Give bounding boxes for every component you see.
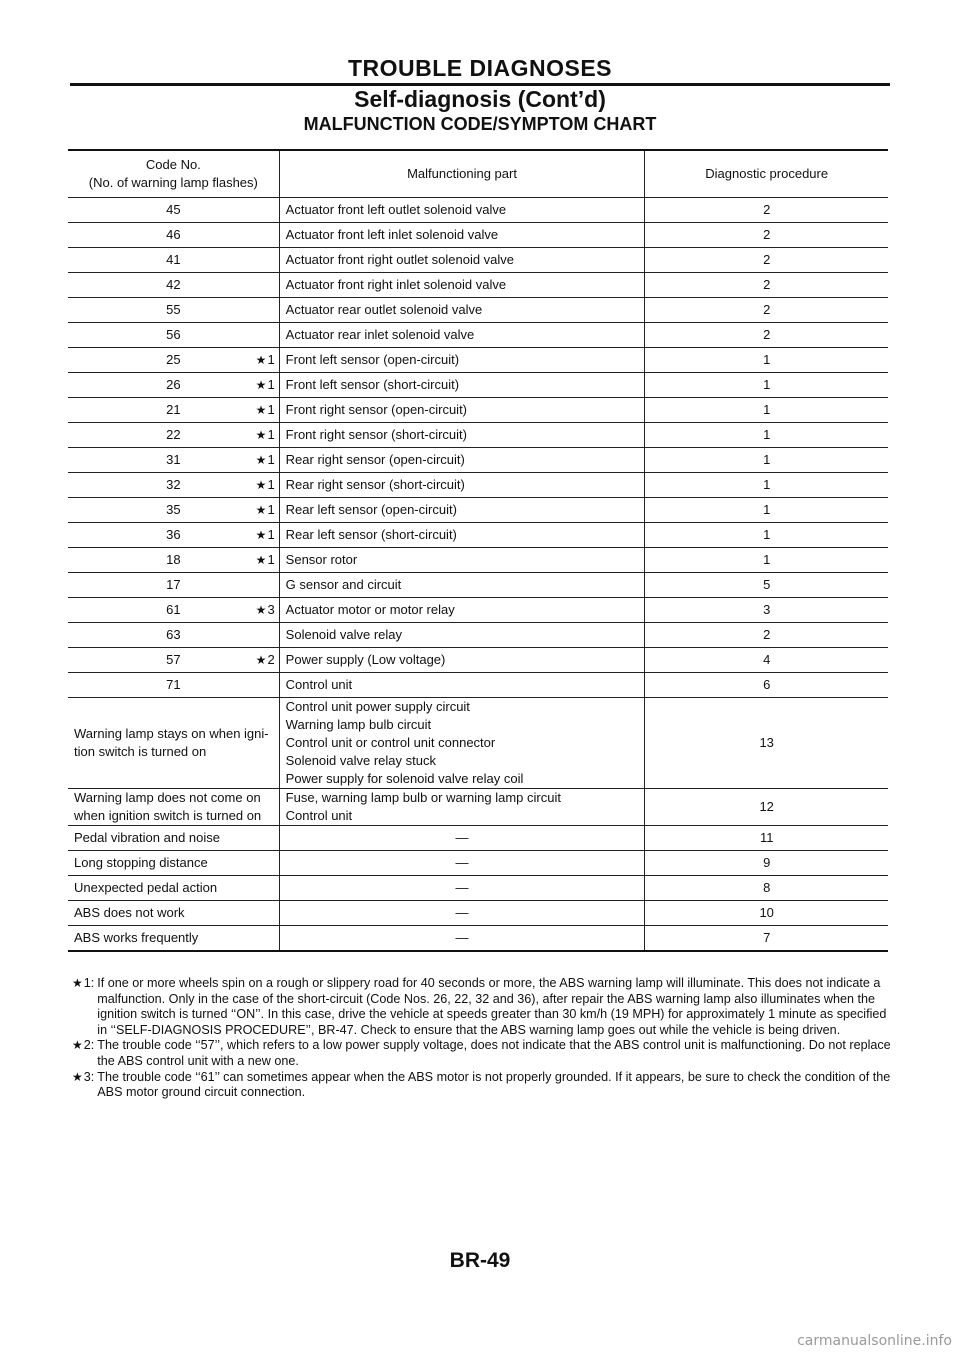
star-note-ref: [256, 523, 275, 547]
part-cell: —: [279, 876, 645, 901]
table-row: [68, 648, 888, 673]
part-cell: Actuator front right inlet solenoid valve: [279, 273, 645, 298]
code-number: 56: [166, 327, 181, 342]
footnote-label: [72, 1070, 94, 1101]
part-cell: Control unit: [279, 673, 645, 698]
symptom-line: tion switch is turned on: [74, 744, 207, 759]
star-icon: ★: [255, 428, 267, 442]
table-row: [68, 598, 888, 623]
code-cell: [68, 198, 279, 223]
symptom-line: Warning lamp does not come on: [74, 790, 261, 805]
table-row: [68, 851, 888, 876]
code-cell: [68, 373, 279, 398]
procedure-cell: 8: [645, 876, 888, 901]
table-row: [68, 448, 888, 473]
procedure-cell: 6: [645, 673, 888, 698]
procedure-cell: 1: [645, 373, 888, 398]
code-number: 35: [166, 502, 181, 517]
code-cell: [68, 648, 279, 673]
code-cell: [68, 598, 279, 623]
procedure-cell: 1: [645, 548, 888, 573]
star-number: 1: [267, 377, 275, 392]
code-cell: [68, 223, 279, 248]
procedure-cell: 10: [645, 901, 888, 926]
star-icon: ★: [255, 453, 267, 467]
procedure-cell: 7: [645, 926, 888, 952]
code-number: 22: [166, 427, 181, 442]
star-number: 1: [267, 427, 275, 442]
part-cell: Solenoid valve relay: [279, 623, 645, 648]
symptom-cell: Pedal vibration and noise: [68, 826, 279, 851]
table-row: [68, 623, 888, 648]
star-note-ref: [256, 648, 275, 672]
code-number: 31: [166, 452, 181, 467]
star-icon: ★: [255, 653, 267, 667]
code-cell: [68, 298, 279, 323]
symptom-cell: Long stopping distance: [68, 851, 279, 876]
table-row: [68, 789, 888, 826]
table-row: [68, 223, 888, 248]
procedure-cell: 2: [645, 223, 888, 248]
footnote-text: If one or more wheels spin on a rough or slippery road for 40 seconds or more, the ABS warning lamp will illuminate. This does not indicate a malfunction. Only in the case of the short-circuit (Code Nos. 26, 22, 32 and 36), after repair the ABS warning lamp also illuminates when the ignition switch is turned ‘‘ON’’. In this case, drive the vehicle at speeds greater than 30 km/h (19 MPH) for approximately 1 minute as specified in ‘‘SELF-DIAGNOSIS PROCEDURE’’, BR-47. Check to ensure that the ABS warning lamp goes out while the vehicle is being driven.: [97, 976, 887, 1037]
procedure-cell: 5: [645, 573, 888, 598]
footnote: [72, 1038, 894, 1069]
part-cell: Sensor rotor: [279, 548, 645, 573]
procedure-cell: 2: [645, 623, 888, 648]
star-note-ref: [256, 473, 275, 497]
table-row: [68, 498, 888, 523]
star-number: 1: [267, 352, 275, 367]
column-header-code-line1: Code No.: [145, 157, 201, 172]
table-row: [68, 901, 888, 926]
procedure-cell: 1: [645, 348, 888, 373]
part-cell: [279, 789, 645, 826]
code-cell: [68, 498, 279, 523]
code-cell: [68, 248, 279, 273]
part-cell: Actuator rear inlet solenoid valve: [279, 323, 645, 348]
code-number: 63: [166, 627, 181, 642]
footnote-number: 1:: [83, 976, 95, 990]
code-number: 57: [166, 652, 181, 667]
procedure-cell: 1: [645, 423, 888, 448]
symptom-cell: ABS works frequently: [68, 926, 279, 952]
code-cell: [68, 523, 279, 548]
part-cell: Actuator front left outlet solenoid valve: [279, 198, 645, 223]
part-cell: —: [279, 851, 645, 876]
code-cell: [68, 423, 279, 448]
table-row: [68, 373, 888, 398]
code-cell: [68, 273, 279, 298]
table-row: [68, 198, 888, 223]
star-icon: ★: [255, 403, 267, 417]
star-icon: ★: [255, 353, 267, 367]
procedure-cell: 13: [645, 698, 888, 789]
star-icon: ★: [255, 528, 267, 542]
star-icon: ★: [255, 603, 267, 617]
table-header-row: [68, 150, 888, 198]
code-cell: [68, 548, 279, 573]
procedure-cell: 1: [645, 398, 888, 423]
symptom-line: Warning lamp stays on when igni-: [74, 726, 269, 741]
footnote-text: The trouble code ‘‘61’’ can sometimes appear when the ABS motor is not properly grounded. If it appears, be sure to check the condition of the ABS motor ground circuit connection.: [97, 1069, 891, 1100]
code-number: 71: [166, 677, 181, 692]
star-number: 3: [267, 602, 275, 617]
malfunction-code-table: [68, 149, 888, 952]
part-cell: Actuator motor or motor relay: [279, 598, 645, 623]
symptom-line: when ignition switch is turned on: [74, 808, 262, 823]
star-number: 1: [267, 502, 275, 517]
column-header-code: [68, 150, 279, 198]
part-cell: —: [279, 901, 645, 926]
code-number: 17: [166, 577, 181, 592]
part-cell: —: [279, 826, 645, 851]
code-number: 18: [166, 552, 181, 567]
star-note-ref: [256, 348, 275, 372]
star-icon: ★: [255, 553, 267, 567]
table-row: [68, 248, 888, 273]
symptom-cell: [68, 789, 279, 826]
code-cell: [68, 673, 279, 698]
star-icon: ★: [72, 1038, 83, 1053]
star-icon: ★: [255, 503, 267, 517]
part-cell: Actuator front right outlet solenoid valve: [279, 248, 645, 273]
code-number: 36: [166, 527, 181, 542]
star-number: 1: [267, 452, 275, 467]
star-number: 1: [267, 552, 275, 567]
code-cell: [68, 448, 279, 473]
code-number: 32: [166, 477, 181, 492]
part-line: Control unit: [285, 808, 353, 823]
star-number: 2: [267, 652, 275, 667]
part-cell: Front left sensor (short-circuit): [279, 373, 645, 398]
table-row: [68, 926, 888, 952]
procedure-cell: 2: [645, 248, 888, 273]
code-number: 46: [166, 227, 181, 242]
part-cell: Rear left sensor (short-circuit): [279, 523, 645, 548]
code-cell: [68, 623, 279, 648]
code-number: 26: [166, 377, 181, 392]
code-number: 21: [166, 402, 181, 417]
procedure-cell: 4: [645, 648, 888, 673]
procedure-cell: 3: [645, 598, 888, 623]
part-cell: Power supply (Low voltage): [279, 648, 645, 673]
footnote: [72, 976, 894, 1038]
star-icon: ★: [255, 378, 267, 392]
table-row: [68, 523, 888, 548]
part-cell: Rear right sensor (short-circuit): [279, 473, 645, 498]
table-row: [68, 398, 888, 423]
part-line: Solenoid valve relay stuck: [285, 753, 436, 768]
footnote-label: [72, 1038, 94, 1069]
star-note-ref: [256, 373, 275, 397]
part-line: Power supply for solenoid valve relay coil: [285, 771, 524, 786]
footnote: [72, 1070, 894, 1101]
footnote-label: [72, 976, 94, 1038]
procedure-cell: 2: [645, 298, 888, 323]
table-row: [68, 273, 888, 298]
part-line: Control unit or control unit connector: [285, 735, 496, 750]
table-row: [68, 323, 888, 348]
procedure-cell: 11: [645, 826, 888, 851]
part-cell: Front left sensor (open-circuit): [279, 348, 645, 373]
column-header-procedure: Diagnostic procedure: [645, 150, 888, 198]
procedure-cell: 1: [645, 498, 888, 523]
procedure-cell: 12: [645, 789, 888, 826]
part-line: Fuse, warning lamp bulb or warning lamp circuit: [285, 790, 561, 805]
part-cell: Actuator rear outlet solenoid valve: [279, 298, 645, 323]
star-number: 1: [267, 477, 275, 492]
code-number: 45: [166, 202, 181, 217]
procedure-cell: 2: [645, 198, 888, 223]
part-cell: Actuator front left inlet solenoid valve: [279, 223, 645, 248]
procedure-cell: 1: [645, 523, 888, 548]
star-note-ref: [256, 398, 275, 422]
part-cell: G sensor and circuit: [279, 573, 645, 598]
section-title: MALFUNCTION CODE/SYMPTOM CHART: [303, 114, 657, 134]
code-number: 41: [166, 252, 181, 267]
footnotes: [72, 976, 894, 1101]
footnote-number: 3:: [83, 1069, 95, 1084]
procedure-cell: 2: [645, 273, 888, 298]
table-row: [68, 473, 888, 498]
code-number: 55: [166, 302, 181, 317]
part-cell: Rear right sensor (open-circuit): [279, 448, 645, 473]
star-icon: ★: [255, 478, 267, 492]
table-row: [68, 673, 888, 698]
star-note-ref: [256, 598, 275, 622]
table-row: [68, 698, 888, 789]
procedure-cell: 2: [645, 323, 888, 348]
table-row: [68, 573, 888, 598]
part-cell: Rear left sensor (open-circuit): [279, 498, 645, 523]
star-note-ref: [256, 423, 275, 447]
code-number: 25: [166, 352, 181, 367]
star-icon: ★: [72, 976, 83, 990]
table-row: [68, 348, 888, 373]
procedure-cell: 1: [645, 448, 888, 473]
page-number: BR-49: [449, 1249, 511, 1272]
star-note-ref: [256, 548, 275, 572]
table-row: [68, 876, 888, 901]
part-line: Control unit power supply circuit: [285, 699, 470, 714]
symptom-cell: ABS does not work: [68, 901, 279, 926]
part-cell: —: [279, 926, 645, 952]
footnote-number: 2:: [83, 1038, 95, 1053]
code-cell: [68, 323, 279, 348]
symptom-cell: Unexpected pedal action: [68, 876, 279, 901]
page-subtitle: Self-diagnosis (Cont’d): [354, 86, 606, 112]
watermark: carmanualsonline.info: [797, 1333, 952, 1349]
code-cell: [68, 348, 279, 373]
code-number: 61: [166, 602, 181, 617]
star-number: 1: [267, 402, 275, 417]
procedure-cell: 1: [645, 473, 888, 498]
star-icon: ★: [72, 1069, 83, 1084]
star-note-ref: [256, 448, 275, 472]
table-row: [68, 298, 888, 323]
part-cell: [279, 698, 645, 789]
symptom-cell: [68, 698, 279, 789]
procedure-cell: 9: [645, 851, 888, 876]
star-note-ref: [256, 498, 275, 522]
code-cell: [68, 473, 279, 498]
table-row: [68, 423, 888, 448]
part-cell: Front right sensor (open-circuit): [279, 398, 645, 423]
code-cell: [68, 398, 279, 423]
part-cell: Front right sensor (short-circuit): [279, 423, 645, 448]
part-line: Warning lamp bulb circuit: [285, 717, 432, 732]
table-row: [68, 548, 888, 573]
code-number: 42: [166, 277, 181, 292]
column-header-code-line2: (No. of warning lamp flashes): [88, 175, 258, 190]
star-number: 1: [267, 527, 275, 542]
column-header-part: Malfunctioning part: [279, 150, 645, 198]
code-cell: [68, 573, 279, 598]
footnote-text: The trouble code ‘‘57’’, which refers to a low power supply voltage, does not indicate that the ABS control unit is malfunctioning. Do not replace the ABS control unit with a new one.: [97, 1038, 891, 1068]
page-title: TROUBLE DIAGNOSES: [347, 55, 613, 81]
table-row: [68, 826, 888, 851]
